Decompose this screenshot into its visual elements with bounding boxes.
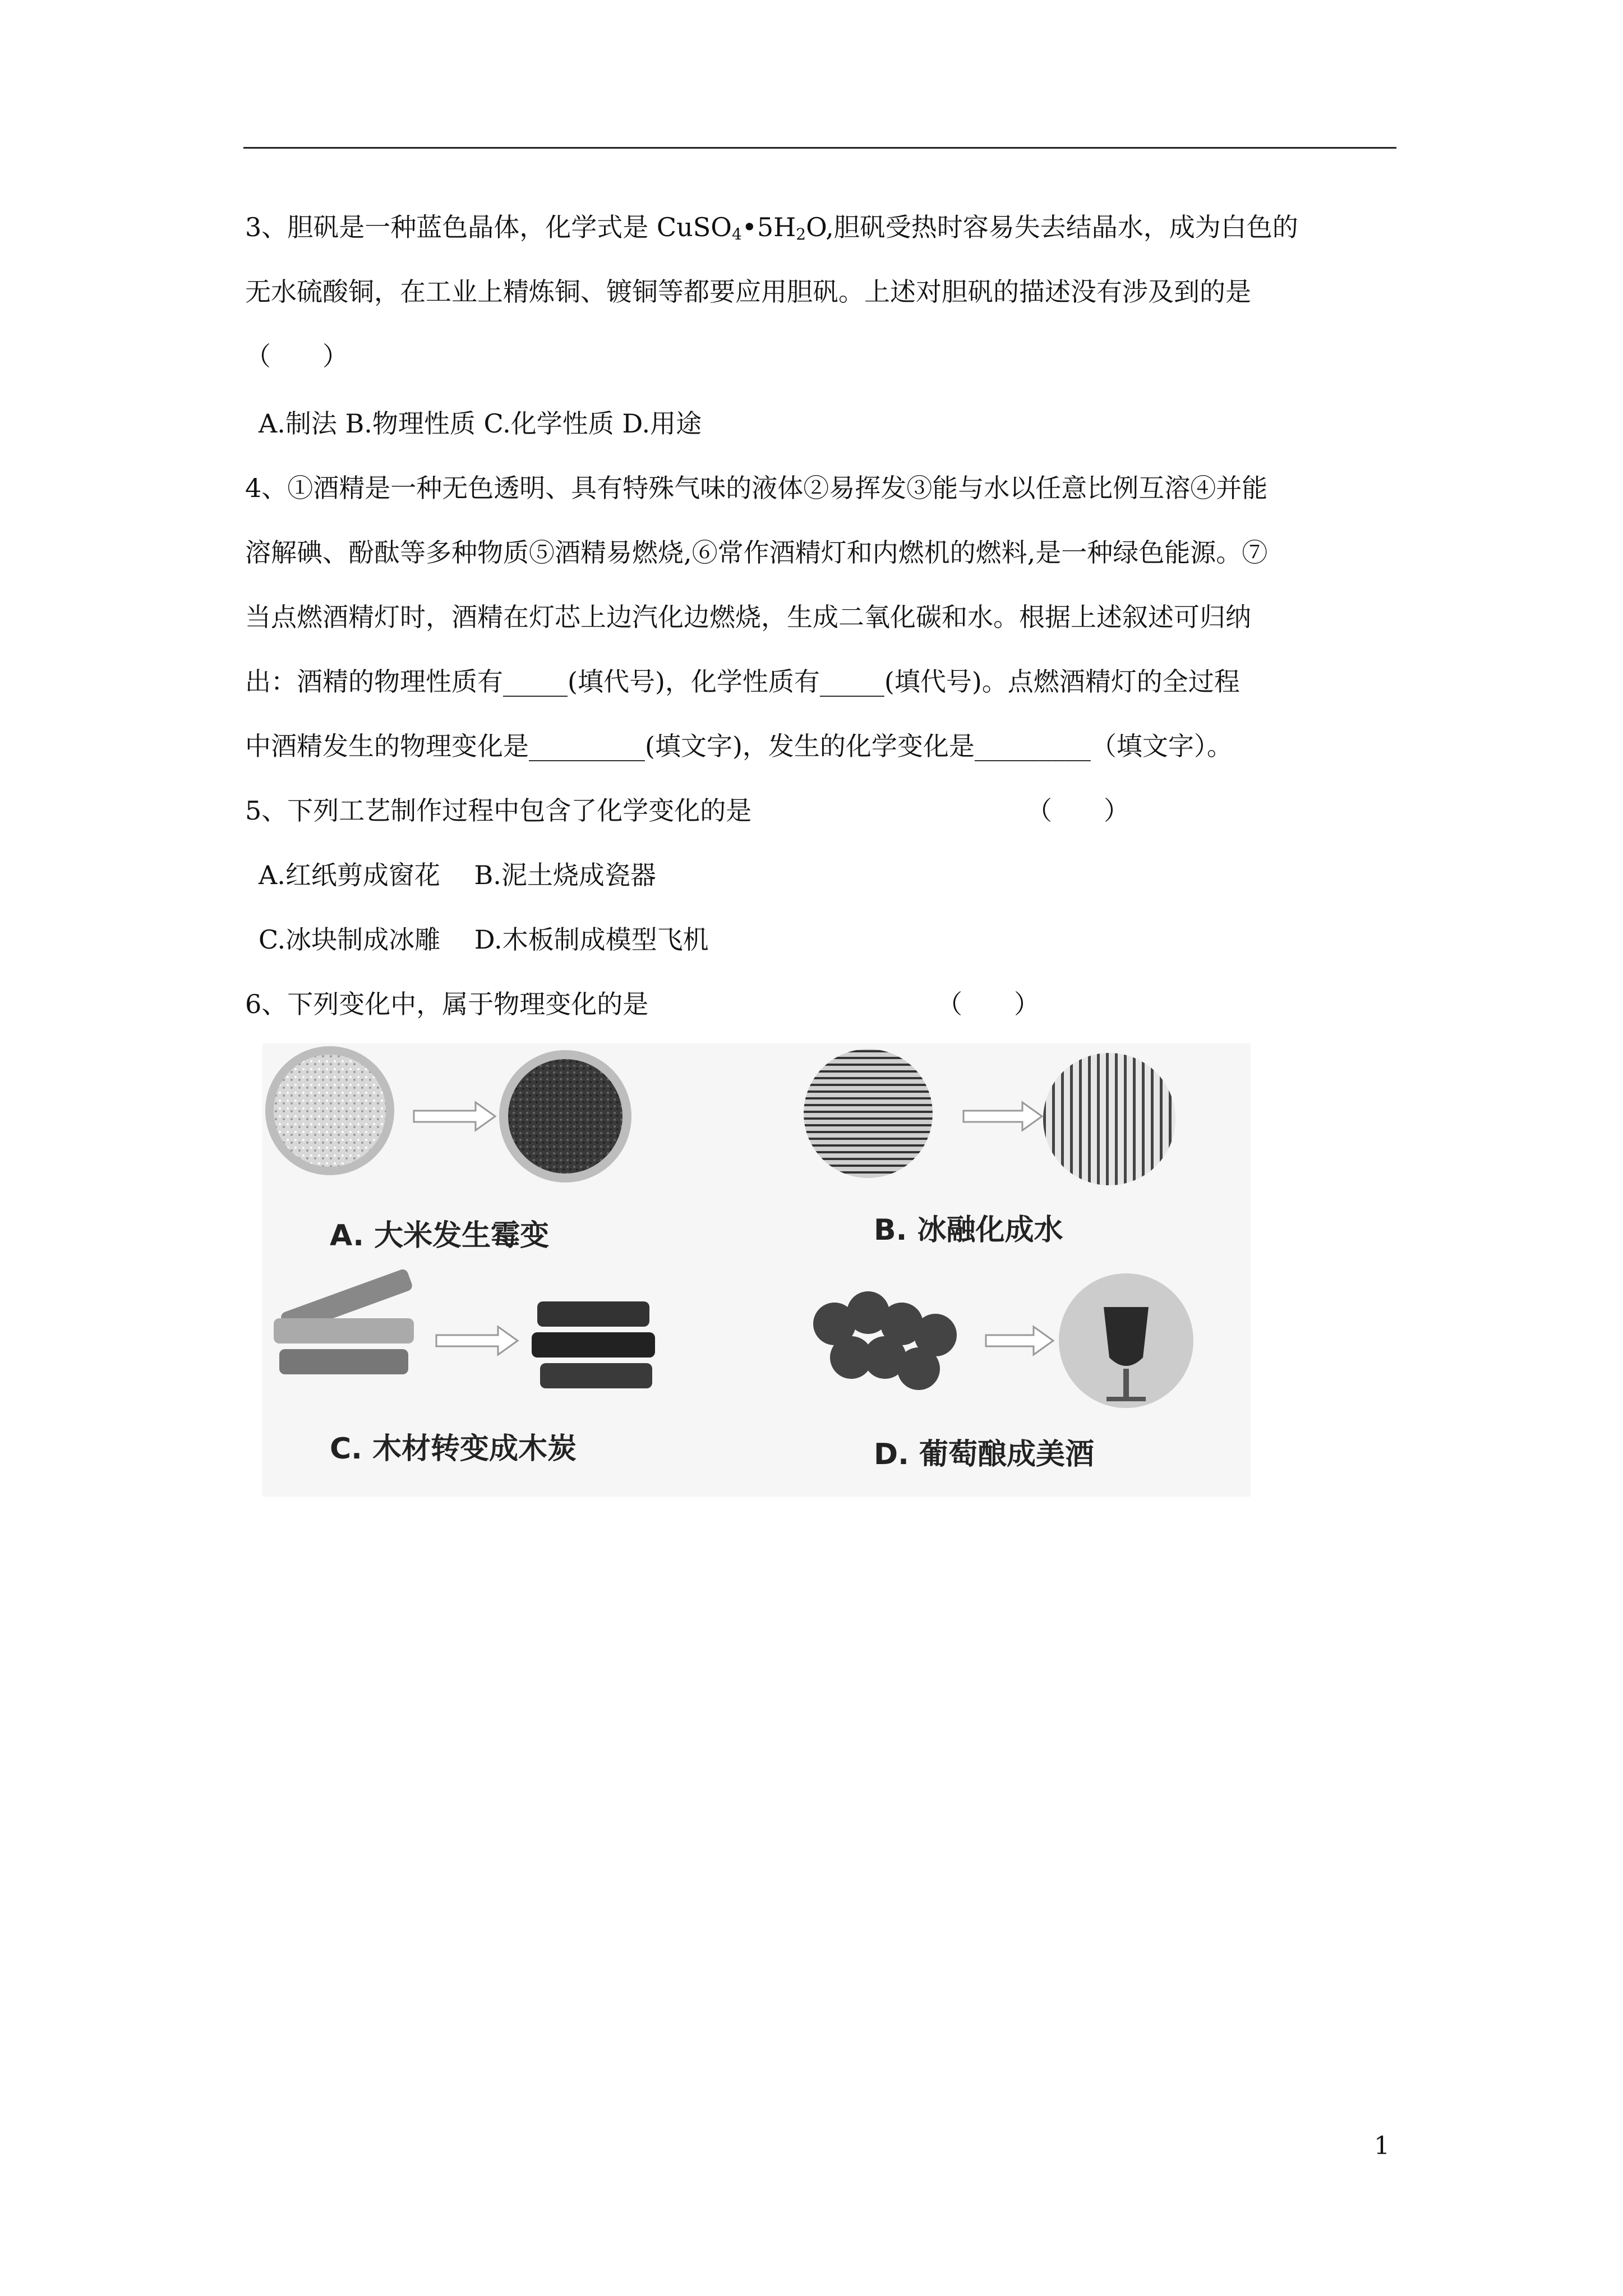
q4-line-3: 当点燃酒精灯时，酒精在灯芯上边汽化边燃烧，生成二氧化碳和水。根据上述叙述可归纳 (245, 602, 1251, 632)
q4-line-4: 出：酒精的物理性质有_____(填代号)，化学性质有_____(填代号)。点燃酒精灯的全过程 (245, 666, 1240, 697)
q3-line-1: 3、胆矾是一种蓝色晶体，化学式是 $CuSO_4•5H_2O$,胆矾受热时容易失去结晶水，成为白色的 (245, 212, 1298, 243)
page-number: 1 (1374, 2132, 1390, 2160)
q3-answer-paren: （ ） (245, 341, 348, 371)
panel-d-grapes-wine (813, 1273, 1193, 1408)
q6-answer-paren: （ ） (937, 989, 1040, 1019)
panel-b-ice-melt (804, 1049, 1175, 1185)
q6-figure (262, 1043, 1251, 1497)
caption-c: C. 木材转变成木炭 (330, 1432, 577, 1466)
q4-line-1: 4、①酒精是一种无色透明、具有特殊气味的液体②易挥发③能与水以任意比例互溶④并能 (245, 473, 1268, 503)
q5-answer-paren: （ ） (1026, 795, 1129, 826)
q5-stem: 5、下列工艺制作过程中包含了化学变化的是 (245, 795, 752, 826)
q5-options-ab: A.红纸剪成窗花 B.泥土烧成瓷器 (259, 860, 656, 890)
caption-b: B. 冰融化成水 (874, 1213, 1063, 1247)
header-rule (243, 147, 1396, 149)
q3-line-2: 无水硫酸铜，在工业上精炼铜、镀铜等都要应用胆矾。上述对胆矾的描述没有涉及到的是 (245, 277, 1251, 307)
q3-options: A.制法 B.物理性质 C.化学性质 D.用途 (259, 408, 702, 439)
panel-c-wood-charcoal (274, 1268, 655, 1388)
panel-a-rice-mold (265, 1046, 631, 1182)
q4-line-2: 溶解碘、酚酞等多种物质⑤酒精易燃烧,⑥常作酒精灯和内燃机的燃料,是一种绿色能源。⑦ (245, 537, 1268, 568)
caption-d: D. 葡萄酿成美酒 (874, 1438, 1095, 1471)
caption-a: A. 大米发生霉变 (330, 1219, 550, 1253)
q4-line-5: 中酒精发生的物理变化是_________(填文字)，发生的化学变化是_________（填文字）。 (245, 731, 1233, 761)
q6-stem: 6、下列变化中，属于物理变化的是 (245, 989, 649, 1019)
q5-options-cd: C.冰块制成冰雕 D.木板制成模型飞机 (259, 924, 709, 955)
